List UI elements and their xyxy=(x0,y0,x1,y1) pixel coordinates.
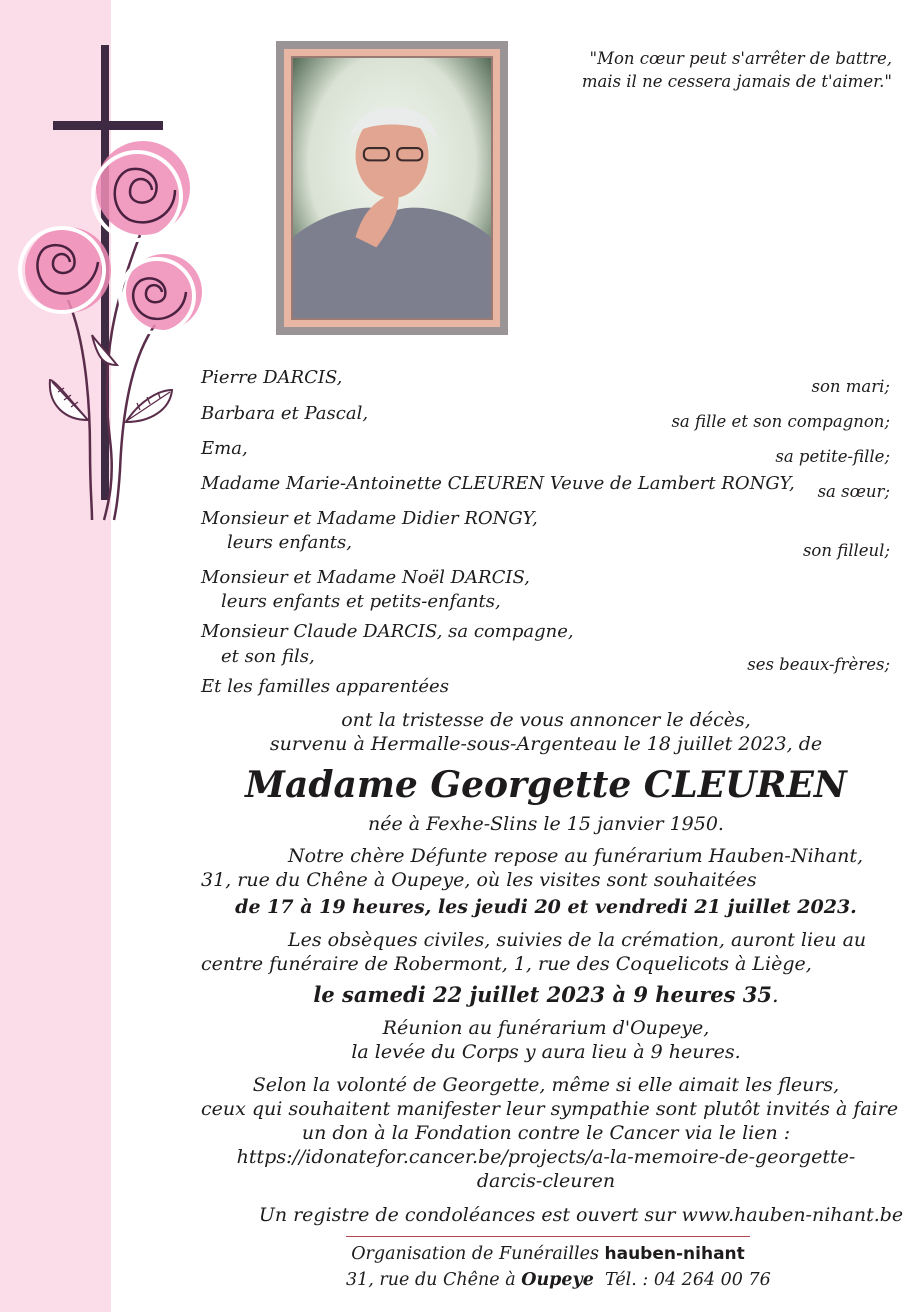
donation-link[interactable]: https://idonatefor.cancer.be/projects/a-la-memoire-de-georgette- xyxy=(236,1146,856,1168)
funeral-date-period: . xyxy=(771,983,779,1007)
family-sub: et son fils, xyxy=(221,646,315,667)
family-name: Barbara et Pascal, xyxy=(201,403,369,424)
brand-logo-text: hauben-nihant xyxy=(604,1244,745,1264)
family-name: Monsieur Claude DARCIS, sa compagne, xyxy=(201,621,574,642)
quote-line: "Mon cœur peut s'arrêter de battre, xyxy=(589,49,892,68)
portrait-photo xyxy=(293,58,491,318)
visitation-line: 31, rue du Chêne à Oupeye, où les visites sont souhaitées xyxy=(201,869,757,891)
donation-link-end[interactable]: darcis-cleuren xyxy=(476,1170,616,1192)
footer-address-prefix: 31, rue du Chêne à xyxy=(346,1270,516,1290)
epitaph-quote xyxy=(582,47,892,93)
footer-org xyxy=(346,1244,750,1264)
family-name: Madame Marie-Antoinette CLEUREN Veuve de Lambert RONGY, xyxy=(201,473,795,494)
meeting-line: la levée du Corps y aura lieu à 9 heures. xyxy=(351,1041,741,1063)
donation-line: Selon la volonté de Georgette, même si elle aimait les fleurs, xyxy=(252,1074,840,1096)
announcement-line: ont la tristesse de vous annoncer le décès, xyxy=(341,709,751,731)
visitation-line: Notre chère Défunte repose au funérarium Hauben-Nihant, xyxy=(288,845,864,867)
condolences-line: Un registre de condoléances est ouvert sur www.hauben-nihant.be xyxy=(258,1204,904,1226)
footer-divider xyxy=(346,1236,750,1237)
family-name: Et les familles apparentées xyxy=(201,676,449,697)
birth-line: née à Fexhe-Slins le 15 janvier 1950. xyxy=(368,813,724,835)
funeral-date: le samedi 22 juillet 2023 à 9 heures 35 xyxy=(313,982,772,1007)
announcement-line: survenu à Hermalle-sous-Argenteau le 18 juillet 2023, de xyxy=(269,733,823,755)
family-sub: leurs enfants et petits-enfants, xyxy=(221,591,501,612)
family-sub: leurs enfants, xyxy=(227,532,352,553)
family-name: Monsieur et Madame Didier RONGY, xyxy=(201,508,538,529)
footer-address xyxy=(346,1270,771,1290)
meeting-line: Réunion au funérarium d'Oupeye, xyxy=(382,1017,710,1039)
footer-org-label: Organisation de Funérailles xyxy=(351,1244,599,1264)
family-name: Ema, xyxy=(201,438,248,459)
funeral-line: Les obsèques civiles, suivies de la crémation, auront lieu au xyxy=(288,929,867,951)
footer-town: Oupeye xyxy=(521,1270,594,1290)
family-relation: ses beaux-frères; xyxy=(747,655,890,674)
family-relation: sa petite-fille; xyxy=(775,447,890,466)
family-relation: sa fille et son compagnon; xyxy=(671,412,890,431)
family-name: Pierre DARCIS, xyxy=(201,367,343,388)
funeral-line: centre funéraire de Robermont, 1, rue des Coquelicots à Liège, xyxy=(201,953,812,975)
cross-and-roses-icon xyxy=(0,0,230,540)
family-relation: sa sœur; xyxy=(817,482,890,501)
quote-line: mais il ne cessera jamais de t'aimer." xyxy=(581,72,892,91)
donation-line: ceux qui souhaitent manifester leur sympathie sont plutôt invités à faire xyxy=(201,1098,899,1120)
family-name: Monsieur et Madame Noël DARCIS, xyxy=(201,567,530,588)
deceased-name: Madame Georgette CLEUREN xyxy=(245,764,847,806)
family-relation: son mari; xyxy=(811,377,890,396)
funeral-date-block xyxy=(201,982,891,1007)
portrait-frame xyxy=(276,41,508,335)
donation-line: un don à la Fondation contre le Cancer via le lien : xyxy=(301,1122,791,1144)
family-relation: son filleul; xyxy=(802,541,890,560)
footer-phone: Tél. : 04 264 00 76 xyxy=(605,1270,771,1290)
visitation-hours: de 17 à 19 heures, les jeudi 20 et vendredi 21 juillet 2023. xyxy=(235,896,857,918)
